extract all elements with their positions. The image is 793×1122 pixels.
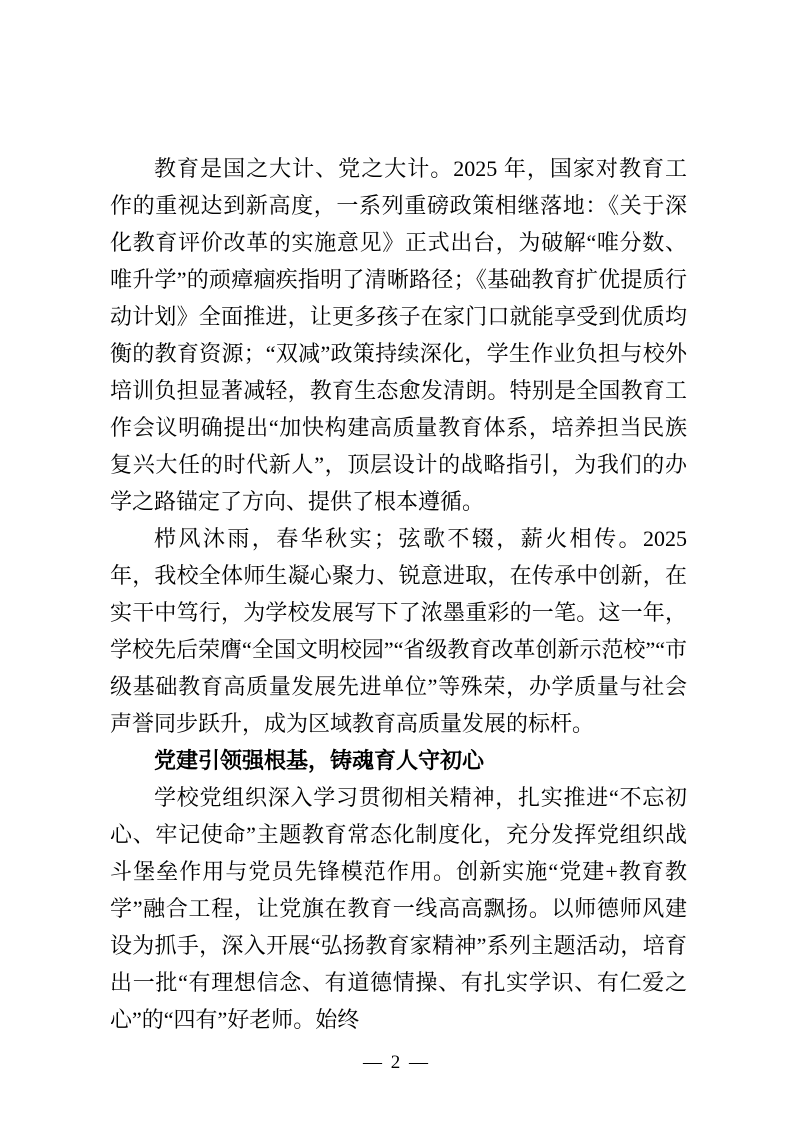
- paragraph-education-policy: 教育是国之大计、党之大计。2025 年，国家对教育工作的重视达到新高度，一系列重磅政策相继落地：《关于深化教育评价改革的实施意见》正式出台，为破解“唯分数、唯升学”的顽瘴痼疾指明了清晰路径；《基础教育扩优提质行动计划》全面推进，让更多孩子在家门口就能享受到优质均衡的教育资源；“双减”政策持续深化，学生作业负担与校外培训负担显著减轻，教育生态愈发清朗。特别是全国教育工作会议明确提出“加快构建高质量教育体系，培养担当民族复兴大任的时代新人”，顶层设计的战略指引，为我们的办学之路锚定了方向、提供了根本遵循。: [110, 156, 687, 514]
- paragraph-school-achievements: 栉风沐雨，春华秋实；弦歌不辍，薪火相传。2025 年，我校全体师生凝心聚力、锐意进取，在传承中创新，在实干中笃行，为学校发展写下了浓墨重彩的一笔。这一年，学校先后荣膺“全国文明校园”“省级教育改革创新示范校”“市级基础教育高质量发展先进单位”等殊荣，办学质量与社会声誉同步跃升，成为区域教育高质量发展的标杆。: [110, 526, 687, 736]
- page-number: — 2 —: [363, 1052, 430, 1073]
- section-heading-party-building: 党建引领强根基，铸魂育人守初心: [154, 748, 485, 773]
- paragraph-party-organization: 学校党组织深入学习贯彻相关精神，扎实推进“不忘初心、牢记使命”主题教育常态化制度化，充分发挥党组织战斗堡垒作用与党员先锋模范作用。创新实施“党建+教育教学”融合工程，让党旗在教育一线高高飘扬。以师德师风建设为抓手，深入开展“弘扬教育家精神”系列主题活动，培育出一批“有理想信念、有道德情操、有扎实学识、有仁爱之心”的“四有”好老师。始终: [110, 785, 687, 1032]
- document-body: [110, 150, 687, 1038]
